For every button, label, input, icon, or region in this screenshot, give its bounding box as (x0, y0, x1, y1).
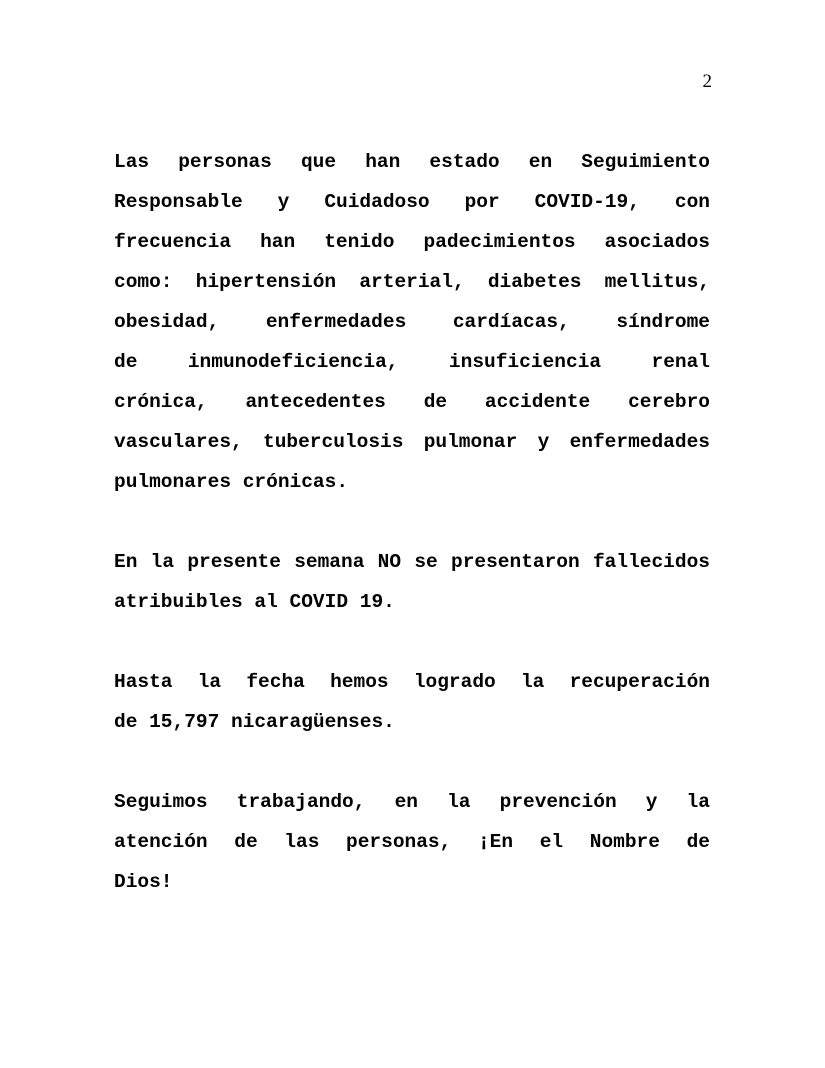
text-line: En la presente semana NO se presentaron fallecidos (114, 551, 710, 573)
text-line: Dios! (114, 871, 173, 893)
paragraph (114, 542, 710, 622)
paragraph (114, 782, 710, 902)
text-line: de inmunodeficiencia, insuficiencia renal (114, 351, 710, 373)
page-number: 2 (702, 71, 712, 92)
text-line: atención de las personas, ¡En el Nombre de (114, 831, 710, 853)
text-line: obesidad, enfermedades cardíacas, síndrome (114, 311, 710, 333)
paragraph (114, 142, 710, 502)
document-body (114, 142, 710, 902)
text-line: Responsable y Cuidadoso por COVID-19, con (114, 191, 710, 213)
text-line: atribuibles al COVID 19. (114, 591, 395, 613)
text-line: de 15,797 nicaragüenses. (114, 711, 395, 733)
text-line: frecuencia han tenido padecimientos asociados (114, 231, 710, 253)
text-line: crónica, antecedentes de accidente cerebro (114, 391, 710, 413)
text-line: pulmonares crónicas. (114, 471, 349, 493)
text-line: Hasta la fecha hemos logrado la recuperación (114, 671, 710, 693)
text-line: vasculares, tuberculosis pulmonar y enfermedades (114, 431, 710, 453)
text-line: Las personas que han estado en Seguimiento (114, 151, 710, 173)
text-line: como: hipertensión arterial, diabetes mellitus, (114, 271, 710, 293)
text-line: Seguimos trabajando, en la prevención y la (114, 791, 710, 813)
paragraph (114, 662, 710, 742)
